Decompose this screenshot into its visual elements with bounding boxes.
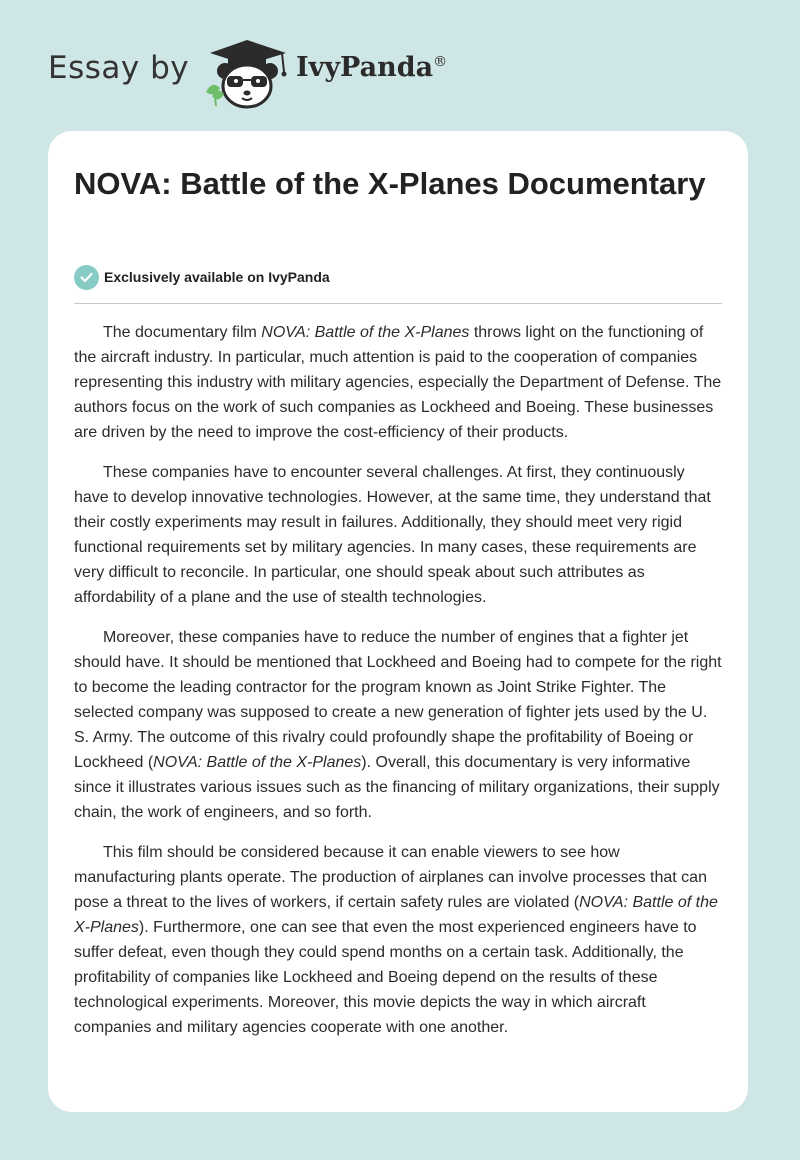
badge-label: Exclusively available on IvyPanda bbox=[104, 269, 330, 285]
essay-card bbox=[48, 131, 748, 1112]
panda-graduate-logo-icon[interactable] bbox=[200, 36, 296, 110]
film-title: NOVA: Battle of the X-Planes bbox=[153, 754, 362, 771]
text-run: ). Overall, this documentary is very informative since it illustrates various issues such as the financing of military organizations, their supply chain, the work of engineers, and so forth. bbox=[74, 754, 720, 821]
essay-by-label: Essay by bbox=[48, 50, 190, 86]
film-title: NOVA: Battle of the X-Planes bbox=[74, 894, 718, 936]
text-run: The documentary film bbox=[103, 324, 262, 341]
check-icon bbox=[74, 265, 99, 290]
paragraph bbox=[74, 840, 722, 1040]
page-title: NOVA: Battle of the X-Planes Documentary bbox=[74, 166, 706, 201]
text-run: This film should be considered because it can enable viewers to see how manufacturing plants operate. The production of airplanes can involve processes that can pose a threat to the lives of workers, if certain safety rules are violated ( bbox=[74, 844, 707, 911]
divider bbox=[74, 303, 722, 304]
text-run: These companies have to encounter several challenges. At first, they continuously have to develop innovative technologies. However, at the same time, they understand that their costly experiments may result in failures. Additionally, they should meet very rigid functional requirements set by military agencies. In many cases, these requirements are very difficult to reconcile. In particular, one should speak about such attributes as affordability of a plane and the use of stealth technologies. bbox=[74, 464, 711, 606]
film-title: NOVA: Battle of the X-Planes bbox=[261, 324, 470, 341]
exclusive-badge bbox=[74, 264, 330, 290]
text-run: ). Furthermore, one can see that even the most experienced engineers have to suffer defeat, even though they could spend months on a certain task. Additionally, the profitability of companies like Lockheed and Boeing depend on the results of these technological experiments. Moreover, this movie depicts the way in which aircraft companies and military agencies cooperate with one another. bbox=[74, 919, 697, 1036]
paragraph bbox=[74, 320, 722, 445]
essay-body bbox=[74, 320, 722, 1055]
site-header bbox=[0, 0, 800, 130]
text-run: Moreover, these companies have to reduce the number of engines that a fighter jet should have. It should be mentioned that Lockheed and Boeing had to compete for the right to become the leading contractor for the program known as Joint Strike Fighter. The selected company was supposed to create a new generation of fighter jets used by the U. S. Army. The outcome of this rivalry could profoundly shape the profitability of Boeing or Lockheed ( bbox=[74, 629, 722, 771]
brand-name[interactable] bbox=[296, 52, 447, 83]
paragraph bbox=[74, 460, 722, 610]
text-run: throws light on the functioning of the aircraft industry. In particular, much attention is paid to the cooperation of companies representing this industry with military agencies, especially the Department of Defense. The authors focus on the work of such companies as Lockheed and Boeing. These businesses are driven by the need to improve the cost-efficiency of their products. bbox=[74, 324, 722, 441]
registered-mark: ® bbox=[433, 54, 448, 70]
paragraph bbox=[74, 625, 722, 825]
brand-text: IvyPanda bbox=[296, 52, 434, 83]
